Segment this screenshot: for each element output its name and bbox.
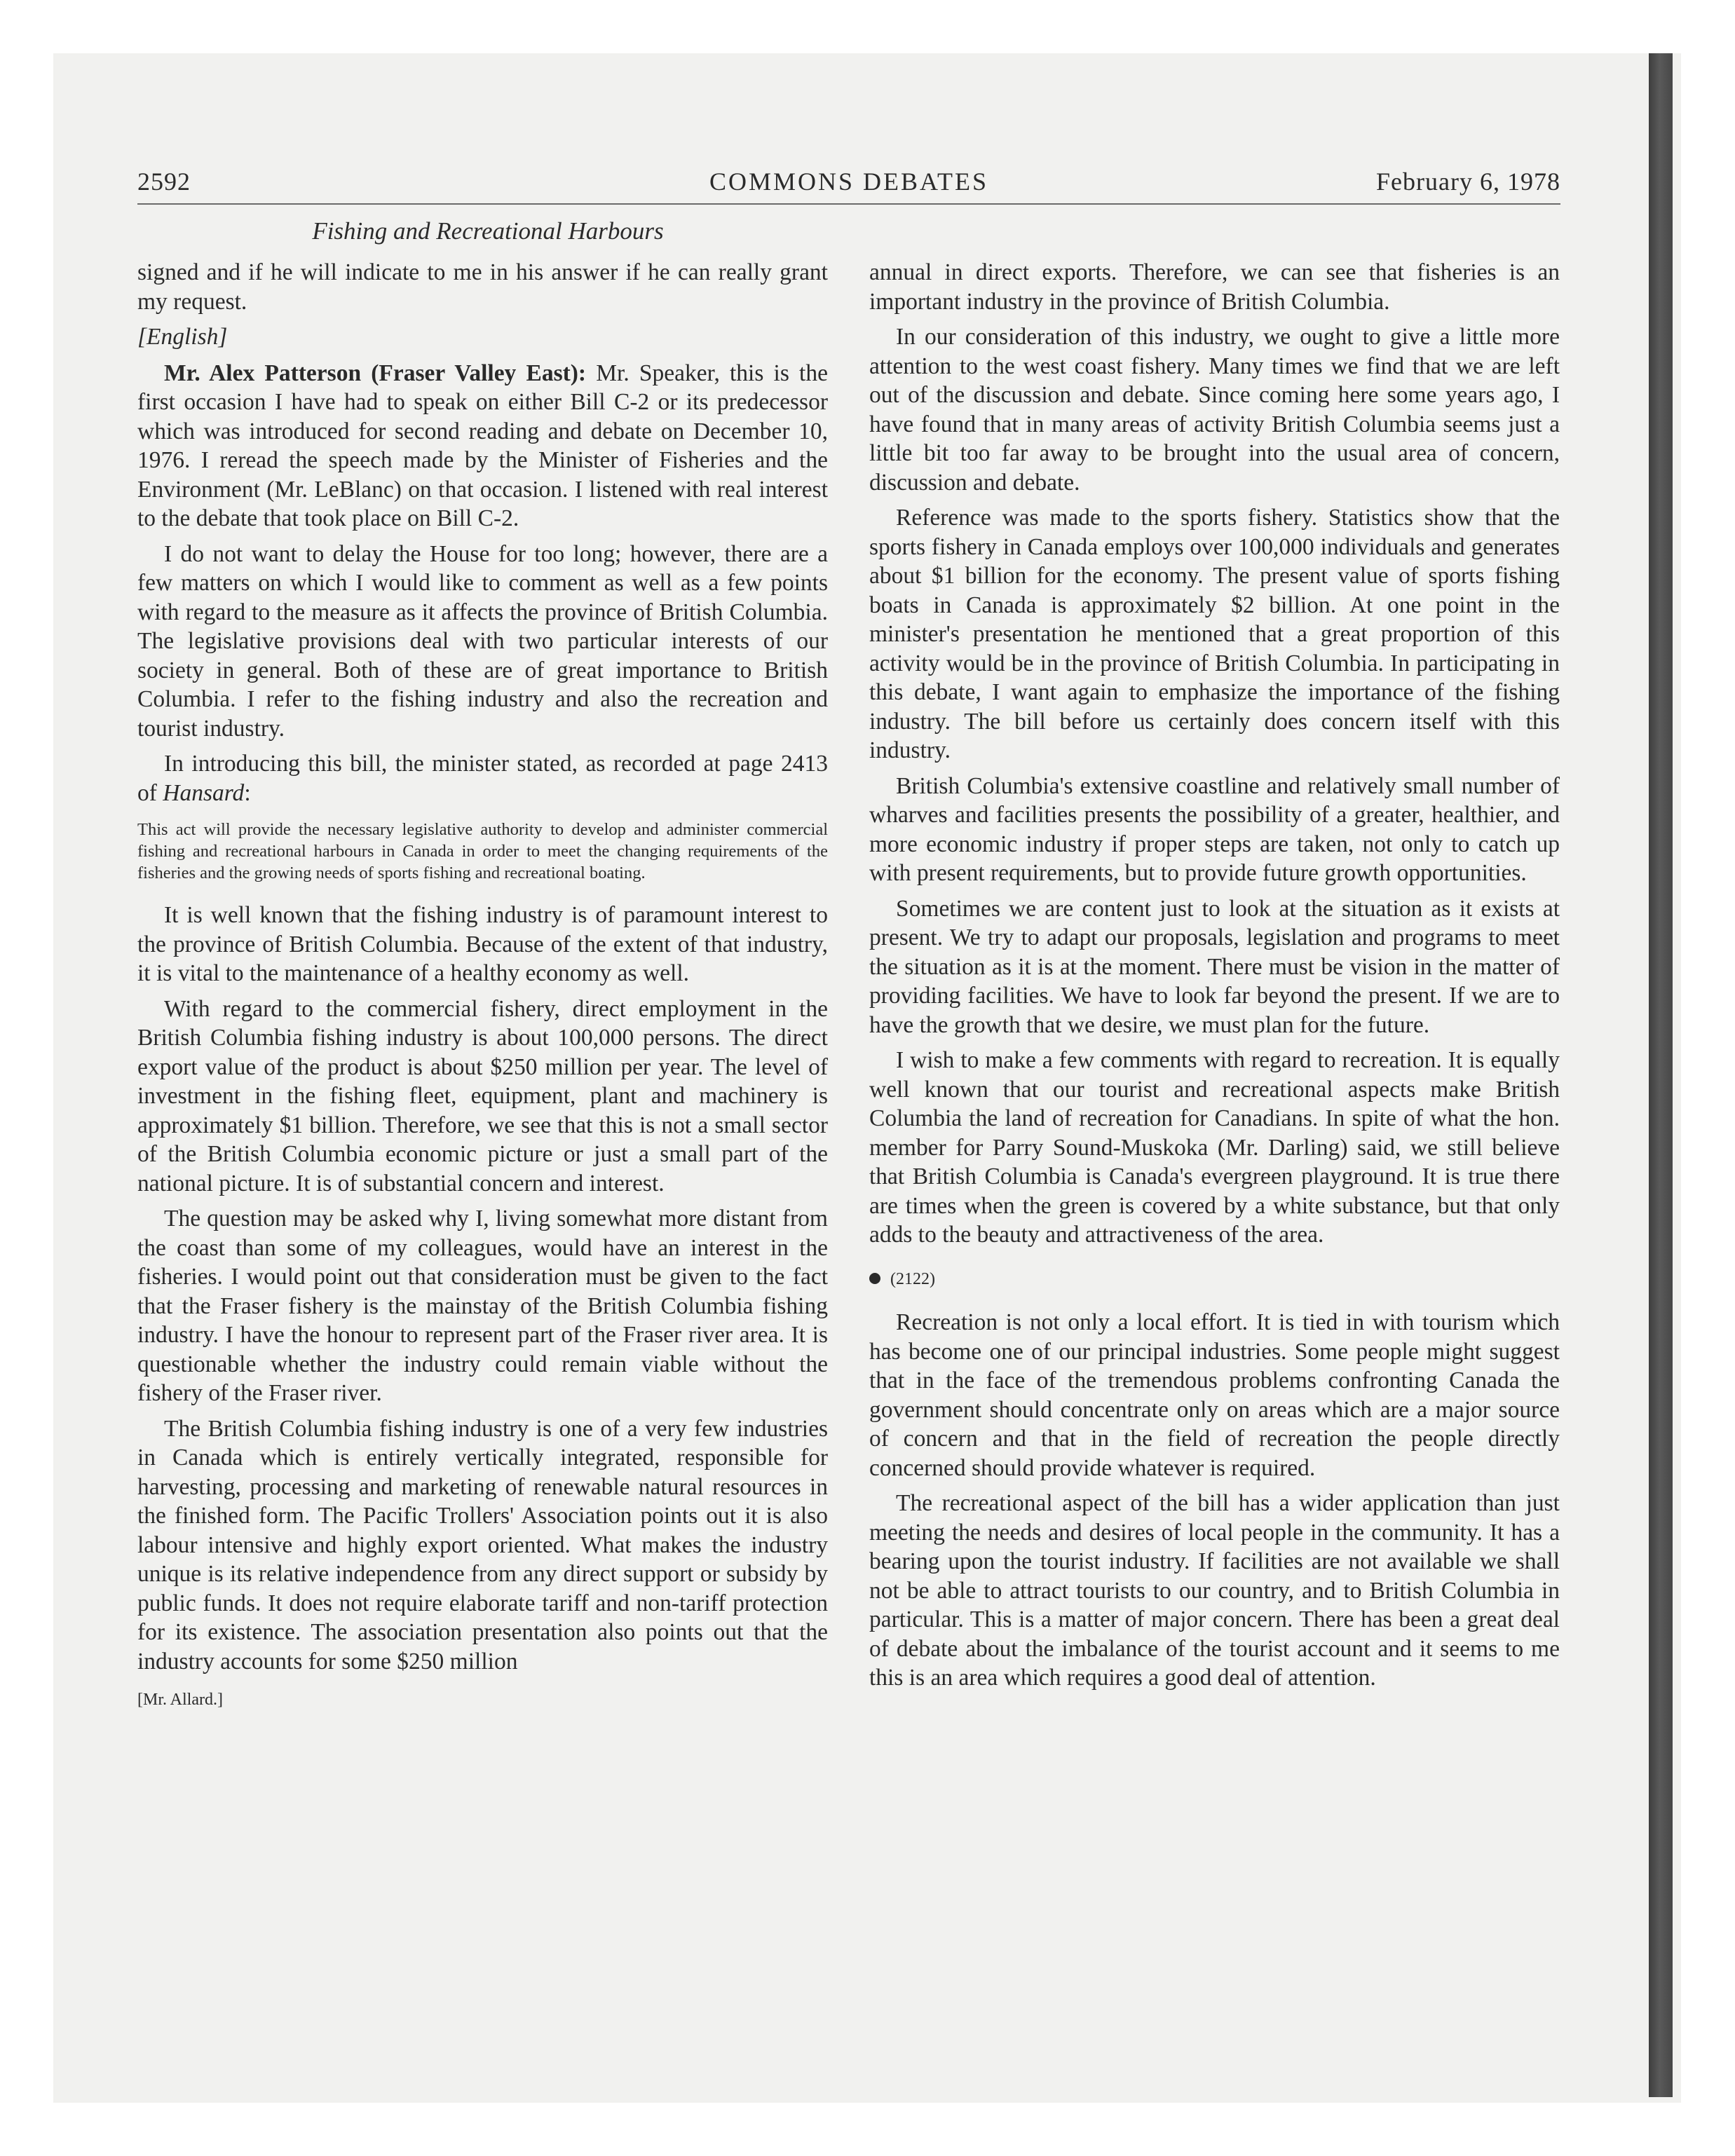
paragraph: With regard to the commercial fishery, direct employment in the British Columbia fishing industry is about 100,000 persons. The direct export value of the product is about $250 million per year. The level of investment in the fishing fleet, equipment, plant and machinery is approximately $1 billion. Therefore, we see that this is not a small sector of the British Columbia economic picture or just a small part of the national picture. It is of substantial concern and interest. xyxy=(137,995,828,1196)
paragraph: annual in direct exports. Therefore, we can see that fisheries is an important industry in the province of British Columbia. xyxy=(869,259,1560,315)
time-stamp: (2122) xyxy=(890,1269,935,1288)
paragraph: In our consideration of this industry, we ought to give a little more attention to the west coast fishery. Many times we find that we are left out of the discussion and debate. Since coming here some years ago, I have found that in many areas of activity British Columbia seems just a little bit too far away to be brought into the usual area of concern, discussion and debate. xyxy=(869,324,1560,496)
speaker-name: Mr. Alex Patterson (Fraser Valley East): xyxy=(164,360,587,386)
running-header xyxy=(137,167,1560,205)
source-citation: Hansard xyxy=(163,779,245,806)
paragraph: I wish to make a few comments with regard to recreation. It is equally well known that our tourist and recreational aspects make British Columbia the land of recreation for Canadians. In spite of what the hon. member for Parry Sound-Muskoka (Mr. Darling) said, we still believe that British Columbia is Canada's evergreen playground. It is true there are times when the green is covered by a white substance, but that only adds to the beauty and attractiveness of the area. xyxy=(869,1047,1560,1248)
publication-title: COMMONS DEBATES xyxy=(709,168,989,196)
page-number: 2592 xyxy=(137,168,191,196)
left-column xyxy=(137,258,828,1721)
language-marker: [English] xyxy=(137,324,228,350)
paragraph: Reference was made to the sports fishery. Statistics show that the sports fishery in Canada employs over 100,000 individuals and generates about $1 billion for the economy. The present value of sports fishing boats in Canada is approximately $2 billion. At one point in the minister's presentation he mentioned that a great proportion of this activity would be in the province of British Columbia. In participating in this debate, I want again to emphasize the importance of the fishing industry. The bill before us certainly does concern itself with this industry. xyxy=(869,505,1560,763)
block-quote: This act will provide the necessary legislative authority to develop and administer commercial fishing and recreational harbours in Canada in order to meet the changing requirements of the fisheries and the growing needs of sports fishing and recreational boating. xyxy=(137,820,828,882)
paragraph: signed and if he will indicate to me in his answer if he can really grant my request. xyxy=(137,259,828,315)
punctuation: : xyxy=(244,779,251,806)
paragraph: The question may be asked why I, living somewhat more distant from the coast than some of my colleagues, would have an interest in the fisheries. I would point out that consideration must be given to the fact that the Fraser fishery is the mainstay of the British Columbia fishing industry. I have the honour to represent part of the Fraser river area. It is questionable whether the industry could remain viable without the fishery of the Fraser river. xyxy=(137,1206,828,1406)
paragraph-speech-opening xyxy=(137,359,828,533)
paragraph: I do not want to delay the House for too long; however, there are a few matters on which I would like to comment as well as a few points with regard to the measure as it affects the province of British Columbia. The legislative provisions deal with two particular interests of our society in general. Both of these are of great importance to British Columbia. I refer to the fishing industry and also the recreation and tourist industry. xyxy=(137,540,828,742)
paragraph: It is well known that the fishing industry is of paramount interest to the province of British Columbia. Because of the extent of that industry, it is vital to the maintenance of a healthy economy as well. xyxy=(137,902,828,986)
paragraph: The recreational aspect of the bill has a wider application than just meeting the needs and desires of local people in the community. It has a bearing upon the tourist industry. If facilities are not available we shall not be able to attract tourists to our country, and to British Columbia in particular. This is a matter of major concern. There has been a great deal of debate about the imbalance of the tourist account and it seems to me this is an area which requires a good deal of attention. xyxy=(869,1490,1560,1691)
paragraph-quote-intro xyxy=(137,749,828,807)
paragraph: British Columbia's extensive coastline and relatively small number of wharves and facilities presents the possibility of a greater, healthier, and more economic industry if proper steps are taken, not only to catch up with present requirements, but to provide future growth opportunities. xyxy=(869,772,1560,886)
paragraph: Recreation is not only a local effort. It is tied in with tourism which has become one of our principal industries. Some people might suggest that in the face of the tremendous problems confronting Canada the government should concentrate only on areas which are a major source of concern and that in the field of recreation the people directly concerned should provide whatever is required. xyxy=(869,1309,1560,1481)
section-title: Fishing and Recreational Harbours xyxy=(312,217,664,245)
paragraph: Sometimes we are content just to look at the situation as it exists at present. We try to adapt our proposals, legislation and programs to meet the situation as it is at the moment. There must be vision in the matter of providing facilities. We have to look far beyond the present. If we are to have the growth that we desire, we must plan for the future. xyxy=(869,895,1560,1038)
paragraph-text: In introducing this bill, the minister stated, as recorded at page 2413 of xyxy=(137,751,828,806)
scan-edge-shadow xyxy=(1649,53,1673,2097)
paragraph-text: Mr. Speaker, this is the first occasion I have had to speak on either Bill C-2 or its predecessor which was introduced for second reading and debate on December 10, 1976. I reread the speech made by the Minister of Fisheries and the Environment (Mr. LeBlanc) on that occasion. I listened with real interest to the debate that took place on Bill C-2. xyxy=(137,360,828,531)
time-marker xyxy=(869,1265,1560,1295)
paragraph: The British Columbia fishing industry is one of a very few industries in Canada which is entirely vertically integrated, responsible for harvesting, processing and marketing of renewable natural resources in the finished form. The Pacific Trollers' Association points out it is also labour intensive and highly export oriented. What makes the industry unique is its relative independence from any direct support or subsidy by public funds. It does not require elaborate tariff and non-tariff protection for its existence. The association presentation also points out that the industry accounts for some $250 million xyxy=(137,1415,828,1674)
speaker-attribution: [Mr. Allard.] xyxy=(137,1691,223,1709)
right-column xyxy=(869,258,1560,1699)
issue-date: February 6, 1978 xyxy=(1376,168,1560,196)
bullet-icon xyxy=(869,1273,880,1284)
